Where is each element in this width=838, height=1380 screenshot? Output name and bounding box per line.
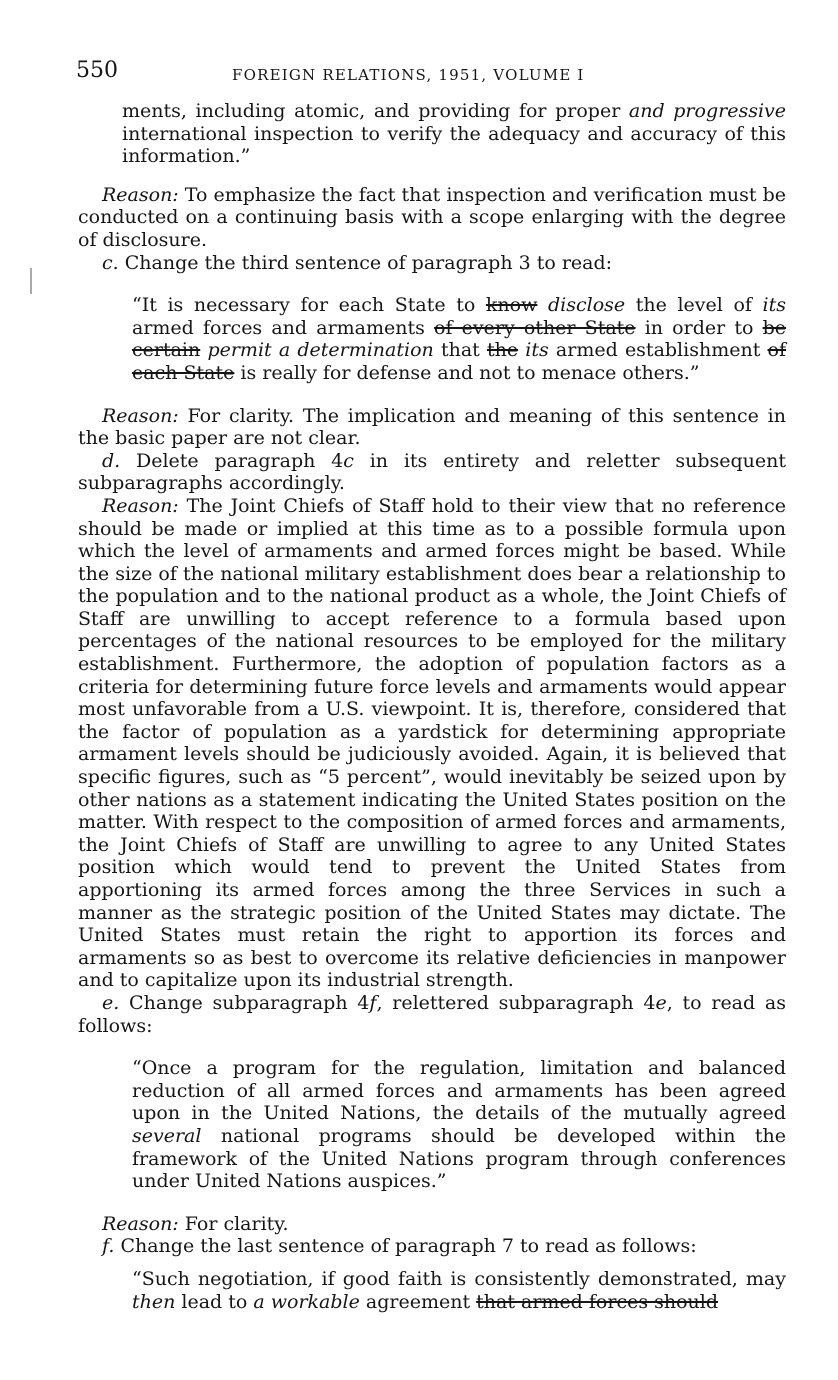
- italic-insertion: permit a determination: [207, 339, 434, 362]
- reason-paragraph: [78, 405, 786, 450]
- text-run: , relettered subparagraph 4: [376, 991, 656, 1014]
- text-run: “Such negotiation, if good faith is consistently demonstrated, may: [132, 1267, 786, 1290]
- quoted-paragraph-e: [78, 1057, 786, 1193]
- reason-text: To emphasize the fact that inspection and verification must be conducted on a continuing basis with a scope enlarging with the degree of disclosure.: [78, 183, 786, 251]
- item-e-paragraph: [78, 992, 786, 1037]
- italic-insertion: disclose: [547, 294, 626, 317]
- italic-text: f: [369, 991, 377, 1014]
- quoted-paragraph-f: [78, 1268, 786, 1313]
- item-letter: f.: [102, 1235, 115, 1258]
- item-letter: d.: [102, 449, 121, 472]
- text-run: in its entirety and reletter subsequent subparagraphs accordingly.: [78, 449, 786, 495]
- text-run: international inspection to verify the adequacy and accuracy of this information.”: [122, 122, 786, 168]
- item-letter: e.: [102, 991, 120, 1014]
- page-number: 550: [76, 58, 118, 83]
- reason-label: Reason:: [102, 183, 179, 206]
- text-run: agreement: [359, 1290, 477, 1313]
- text-run: Delete paragraph 4: [120, 449, 344, 472]
- quoted-paragraph-continuation: [78, 100, 786, 168]
- text-run: national programs should be developed within the framework of the United Nations program through conferences under United Nations auspices.”: [132, 1124, 786, 1193]
- item-letter: c.: [102, 251, 119, 274]
- struck-text: of each State: [132, 339, 786, 384]
- document-body: [78, 100, 786, 1313]
- text-run: in order to: [635, 316, 763, 339]
- item-text: Change the third sentence of paragraph 3 to read:: [118, 251, 613, 274]
- struck-text: be certain: [132, 316, 787, 362]
- reason-label: Reason:: [102, 1212, 179, 1235]
- italic-insertion: its: [525, 339, 549, 362]
- struck-text: the: [486, 339, 519, 362]
- text-run: “It is necessary for each State to: [132, 294, 486, 317]
- reason-paragraph: [78, 495, 786, 992]
- italic-insertion: its: [762, 294, 787, 317]
- italic-text: e: [655, 991, 667, 1014]
- text-run: is really for defense and not to menace others.”: [234, 361, 700, 384]
- text-run: the level of: [625, 294, 763, 317]
- text-run: that: [433, 339, 487, 362]
- struck-text: that armed forces should: [476, 1290, 719, 1313]
- item-f-paragraph: [78, 1235, 786, 1258]
- struck-text: of every other State: [434, 316, 636, 339]
- text-run: Change subparagraph 4: [119, 991, 370, 1014]
- struck-text: know: [485, 294, 538, 317]
- text-run: ments, including atomic, and providing for proper: [122, 100, 629, 122]
- item-text: Change the last sentence of paragraph 7 to read as follows:: [114, 1235, 697, 1258]
- running-title: FOREIGN RELATIONS, 1951, VOLUME I: [232, 66, 585, 84]
- reason-label: Reason:: [102, 494, 179, 517]
- reason-paragraph: [78, 1213, 786, 1236]
- item-d-paragraph: [78, 450, 786, 495]
- italic-insertion: a workable: [253, 1290, 360, 1313]
- text-run: lead to: [175, 1290, 254, 1313]
- page-header: [76, 60, 776, 88]
- italic-text: c: [343, 449, 354, 472]
- text-run: “Once a program for the regulation, limitation and balanced reduction of all armed forces and armaments has been agreed upon in the United Nations, the details of the mutually agreed: [132, 1057, 786, 1125]
- italic-insertion: and progressive: [628, 100, 786, 122]
- text-run: armed forces and armaments: [132, 316, 435, 339]
- reason-paragraph: [78, 184, 786, 252]
- reason-text: For clarity. The implication and meaning of this sentence in the basic paper are not clear.: [78, 404, 786, 450]
- text-run: armed establishment: [548, 339, 768, 362]
- reason-label: Reason:: [102, 404, 179, 427]
- reason-text: For clarity.: [178, 1212, 289, 1235]
- italic-insertion: several: [132, 1124, 202, 1147]
- italic-insertion: then: [132, 1290, 176, 1313]
- text-run: , to read as follows:: [78, 991, 786, 1037]
- margin-mark: [30, 268, 32, 294]
- reason-text: The Joint Chiefs of Staff hold to their view that no reference should be made or implied at this time as to a possible formula upon which the level of armaments and armed forces might be based. While the size of the national military establishment does bear a relationship to the population and to the national product as a whole, the Joint Chiefs of Staff are unwilling to accept reference to a formula based upon percentages of the national resources to be employed for the military establishment. Furthermore, the adoption of population factors as a criteria for determining future force levels and armaments would appear most unfavorable from a U.S. viewpoint. It is, therefore, considered that the factor of population as a yardstick for determining appropriate armament levels should be judiciously avoided. Again, it is believed that specific figures, such as “5 percent”, would inevitably be seized upon by other nations as a statement indicating the United States position on the matter. With respect to the composition of armed forces and armaments, the Joint Chiefs of Staff are unwilling to agree to any United States position which would tend to prevent the United States from apportioning its armed forces among the three Services in such a manner as the strategic position of the United States may dictate. The United States must retain the right to apportion its forces and armaments so as best to overcome its relative deficiencies in manpower and to capitalize upon its industrial strength.: [78, 494, 786, 992]
- quoted-paragraph-c: [78, 294, 786, 384]
- item-c-paragraph: [78, 252, 786, 275]
